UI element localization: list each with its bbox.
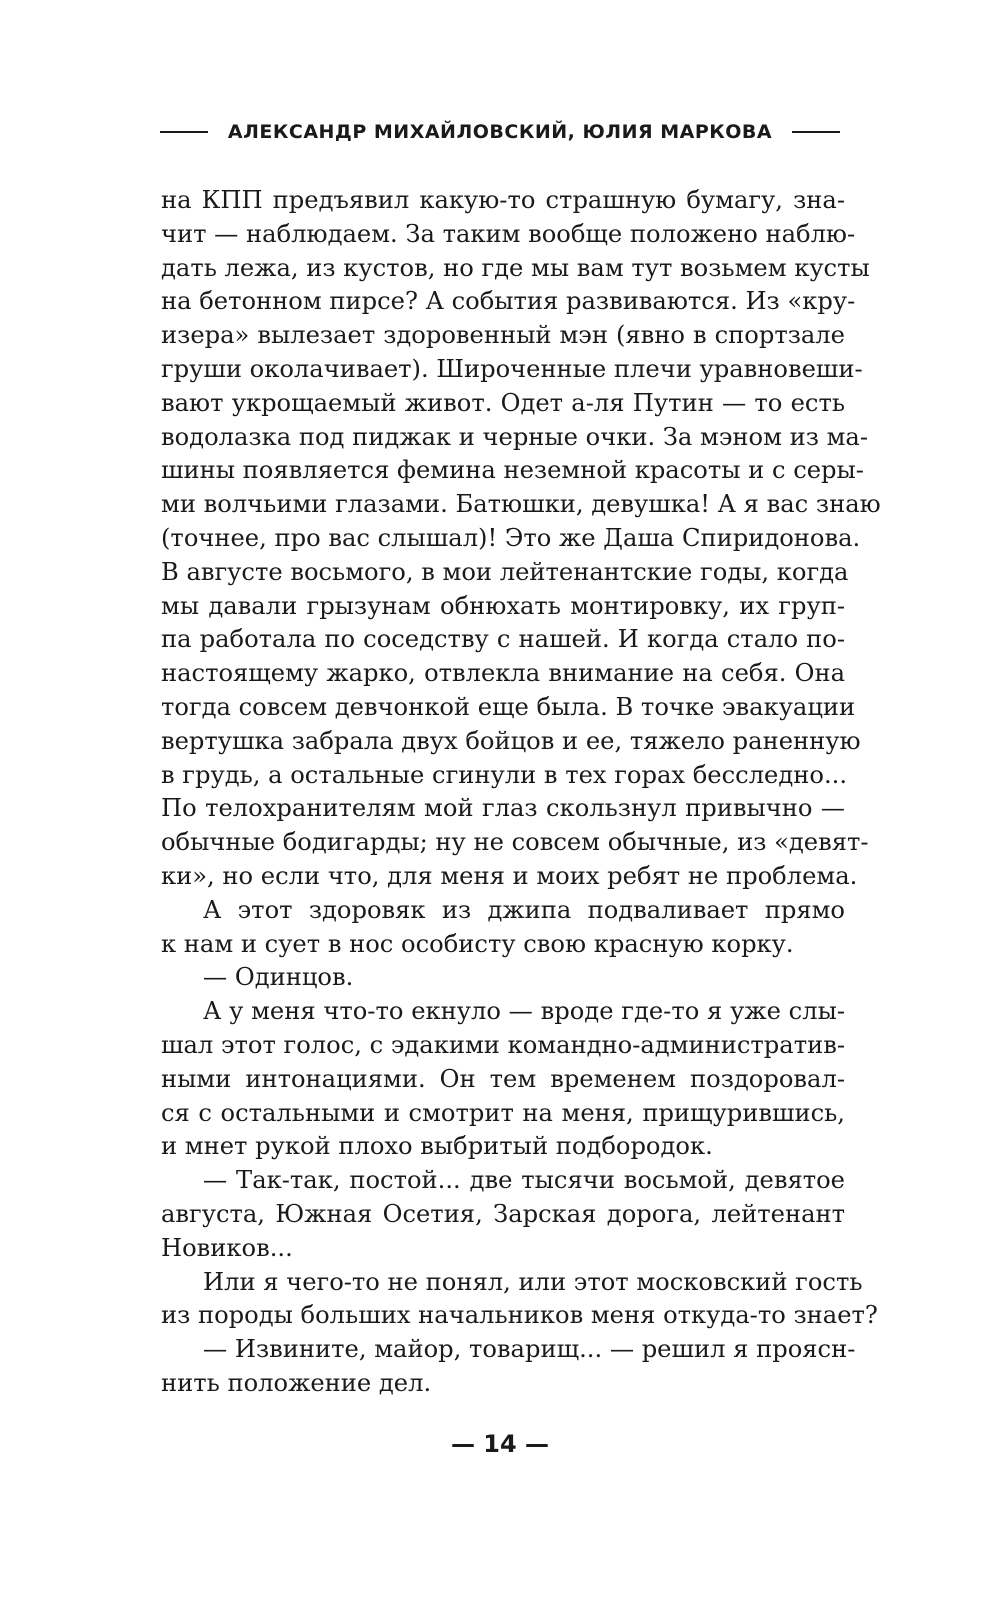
text-line: ся с остальными и смотрит на меня, прищурившись, xyxy=(161,1098,845,1127)
text-line: водолазка под пиджак и черные очки. За мэном из ма- xyxy=(161,422,868,451)
text-line: на КПП предъявил какую-то страшную бумагу, зна- xyxy=(161,186,845,214)
text-line: Новиков... xyxy=(161,1233,293,1262)
text-line: ки», но если что, для меня и моих ребят не проблема. xyxy=(161,861,858,890)
text-line: настоящему жарко, отвлекла внимание на себя. Она xyxy=(161,659,845,688)
text-line: на бетонном пирсе? А события развиваются. Из «кру- xyxy=(161,287,856,316)
text-line: ми волчьими глазами. Батюшки, девушка! А я вас знаю xyxy=(161,490,881,519)
text-line: — Так-так, постой... две тысячи восьмой, девятое xyxy=(203,1166,845,1195)
text-line: па работала по соседству с нашей. И когда стало по- xyxy=(161,625,845,654)
text-line: Или я чего-то не понял, или этот московский гость xyxy=(203,1267,863,1296)
text-line: вают укрощаемый живот. Одет а-ля Путин — то есть xyxy=(161,388,845,417)
text-line: шины появляется фемина неземной красоты и с серы- xyxy=(161,456,864,485)
header-authors: АЛЕКСАНДР МИХАЙЛОВСКИЙ, ЮЛИЯ МАРКОВА xyxy=(227,121,773,143)
text-line: По телохранителям мой глаз скользнул привычно — xyxy=(161,794,845,823)
text-line: в грудь, а остальные сгинули в тех горах бесследно... xyxy=(161,760,848,789)
text-line: к нам и сует в нос особисту свою красную корку. xyxy=(161,929,794,958)
text-line: мы давали грызунам обнюхать монтировку, их груп- xyxy=(161,591,845,620)
text-line: изера» вылезает здоровенный мэн (явно в спортзале xyxy=(161,321,845,350)
text-line: обычные бодигарды; ну не совсем обычные, из «девят- xyxy=(161,828,869,857)
text-line: вертушка забрала двух бойцов и ее, тяжело раненную xyxy=(161,726,861,755)
text-line: — Одинцов. xyxy=(203,963,354,992)
text-line: А у меня что-то екнуло — вроде где-то я уже слы- xyxy=(203,997,845,1026)
text-line: нить положение дел. xyxy=(161,1368,432,1397)
running-header xyxy=(160,114,840,150)
text-line: груши околачивает). Широченные плечи уравновеши- xyxy=(161,354,863,383)
header-rule-left xyxy=(160,131,208,133)
text-line: тогда совсем девчонкой еще была. В точке эвакуации xyxy=(161,692,856,721)
text-line: В августе восьмого, в мои лейтенантские годы, когда xyxy=(161,557,849,586)
text-line: (точнее, про вас слышал)! Это же Даша Спиридонова. xyxy=(161,523,861,552)
text-line: шал этот голос, с эдакими командно-административ- xyxy=(161,1030,845,1059)
text-line: чит — наблюдаем. За таким вообще положено наблю- xyxy=(161,219,856,248)
text-line: дать лежа, из кустов, но где мы вам тут возьмем кусты xyxy=(161,253,870,282)
body-text xyxy=(161,184,881,1401)
text-line: и мнет рукой плохо выбритый подбородок. xyxy=(161,1132,713,1161)
page-number: — 14 — xyxy=(450,1430,550,1458)
text-line: А этот здоровяк из джипа подваливает прямо xyxy=(203,895,845,924)
text-line: из породы больших начальников меня откуда-то знает? xyxy=(161,1301,878,1330)
text-line: августа, Южная Осетия, Зарская дорога, лейтенант xyxy=(161,1199,845,1228)
text-line: ными интонациями. Он тем временем поздоровал- xyxy=(161,1064,845,1093)
text-line: — Извините, майор, товарищ... — решил я проясн- xyxy=(203,1335,856,1364)
header-rule-right xyxy=(792,131,840,133)
